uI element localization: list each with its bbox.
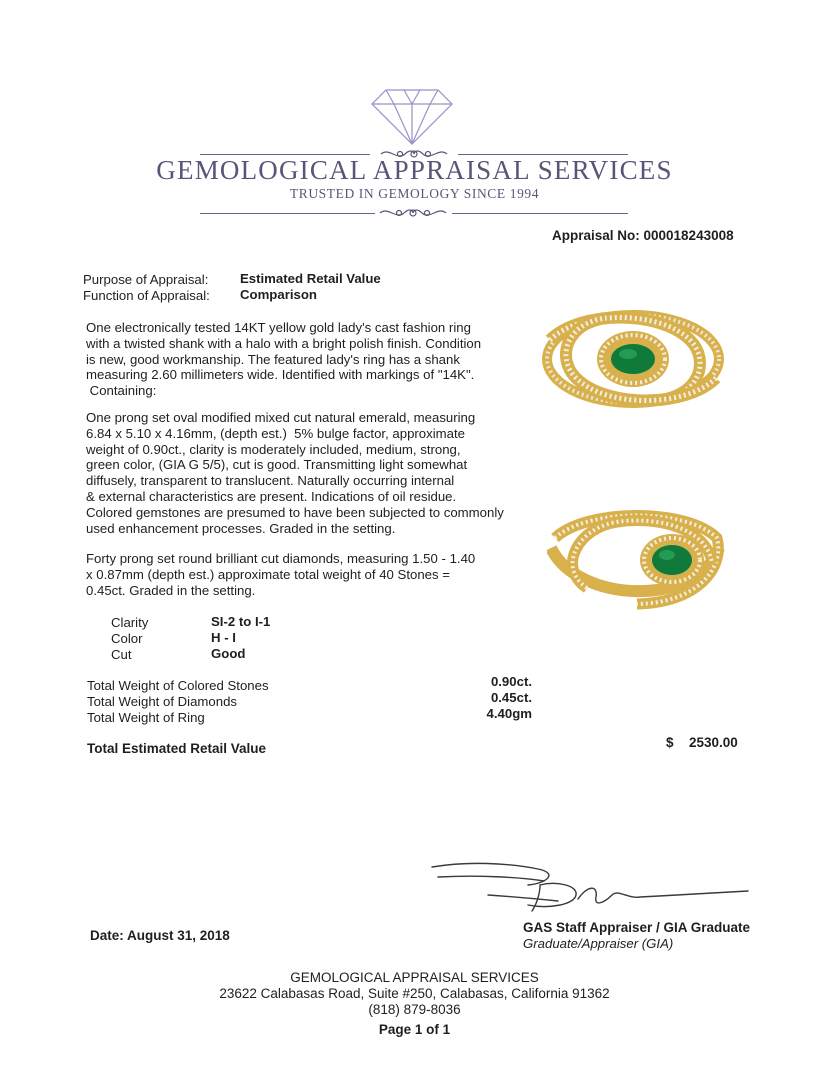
purpose-label: Purpose of Appraisal: [83,272,209,287]
grade-label-clarity: Clarity [111,615,149,630]
description-line: Forty prong set round brilliant cut diamonds, measuring 1.50 - 1.40 [86,551,476,566]
weight-value-colored-stones: 0.90ct. [490,674,532,689]
page-number: Page 1 of 1 [378,1022,451,1037]
appraisal-number: Appraisal No: 000018243008 [552,228,734,243]
ring-description [86,320,526,399]
description-line: One prong set oval modified mixed cut natural emerald, measuring [86,410,476,425]
purpose-value: Estimated Retail Value [240,271,381,286]
footer-phone: (818) 879-8036 [368,1002,461,1017]
appraiser-signature [428,855,750,917]
company-tagline: TRUSTED IN GEMOLOGY SINCE 1994 [289,186,540,201]
description-line: & external characteristics are present. Indications of oil residue. [86,488,457,504]
diamonds-description [86,551,526,598]
appraiser-credential: Graduate/Appraiser (GIA) [523,936,674,951]
weight-value-ring: 4.40gm [486,706,532,721]
description-line: Colored gemstones are presumed to have been subjected to commonly [86,504,504,520]
description-line: is new, good workmanship. The featured lady's ring has a shank [86,351,460,367]
total-value-amount: 2530.00 [689,735,738,750]
appraiser-title: GAS Staff Appraiser / GIA Graduate [523,920,751,935]
company-logo-name: GEMOLOGICAL APPRAISAL SERVICES [156,155,673,185]
ring-photo-top-view [540,300,726,418]
description-line: 6.84 x 5.10 x 4.16mm, (depth est.) 5% bulge factor, approximate [86,425,465,441]
appraisal-date: Date: August 31, 2018 [90,928,230,943]
description-line: used enhancement processes. Graded in the setting. [86,520,396,536]
weight-value-diamonds: 0.45ct. [490,690,532,705]
total-value-label: Total Estimated Retail Value [87,741,267,756]
grade-label-color: Color [111,631,143,646]
description-line: measuring 2.60 millimeters wide. Identified with markings of "14K". [86,367,475,383]
description-line: with a twisted shank with a halo with a bright polish finish. Condition [86,335,482,351]
emerald-description [86,410,526,536]
grade-value-clarity: SI-2 to I-1 [211,614,271,629]
weight-label-diamonds: Total Weight of Diamonds [87,694,238,709]
weight-label-colored-stones: Total Weight of Colored Stones [87,678,269,693]
description-line: diffusely, transparent to translucent. Naturally occurring internal [86,473,455,489]
weight-label-ring: Total Weight of Ring [87,710,205,725]
description-line: 0.45ct. Graded in the setting. [86,582,256,598]
footer-company: GEMOLOGICAL APPRAISAL SERVICES [290,970,539,985]
grade-value-color: H - I [211,630,236,645]
grade-value-cut: Good [211,646,246,661]
description-line: green color, (GIA G 5/5), cut is good. Transmitting light somewhat [86,457,468,473]
description-line: x 0.87mm (depth est.) approximate total weight of 40 Stones = [86,566,450,582]
function-value: Comparison [240,287,317,302]
description-line: One electronically tested 14KT yellow gold lady's cast fashion ring [86,320,471,335]
description-line: weight of 0.90ct., clarity is moderately included, medium, strong, [86,441,461,457]
function-label: Function of Appraisal: [83,288,210,303]
description-line: Containing: [86,383,157,399]
ring-photo-angle-view [547,508,725,618]
grade-label-cut: Cut [111,647,132,662]
diamond-icon [370,88,454,146]
footer-address: 23622 Calabasas Road, Suite #250, Calabasas, California 91362 [219,986,610,1001]
flourish-ornament-icon [378,204,448,222]
logo-rule [200,213,375,214]
total-currency-symbol: $ [666,735,674,750]
logo-rule [452,213,628,214]
